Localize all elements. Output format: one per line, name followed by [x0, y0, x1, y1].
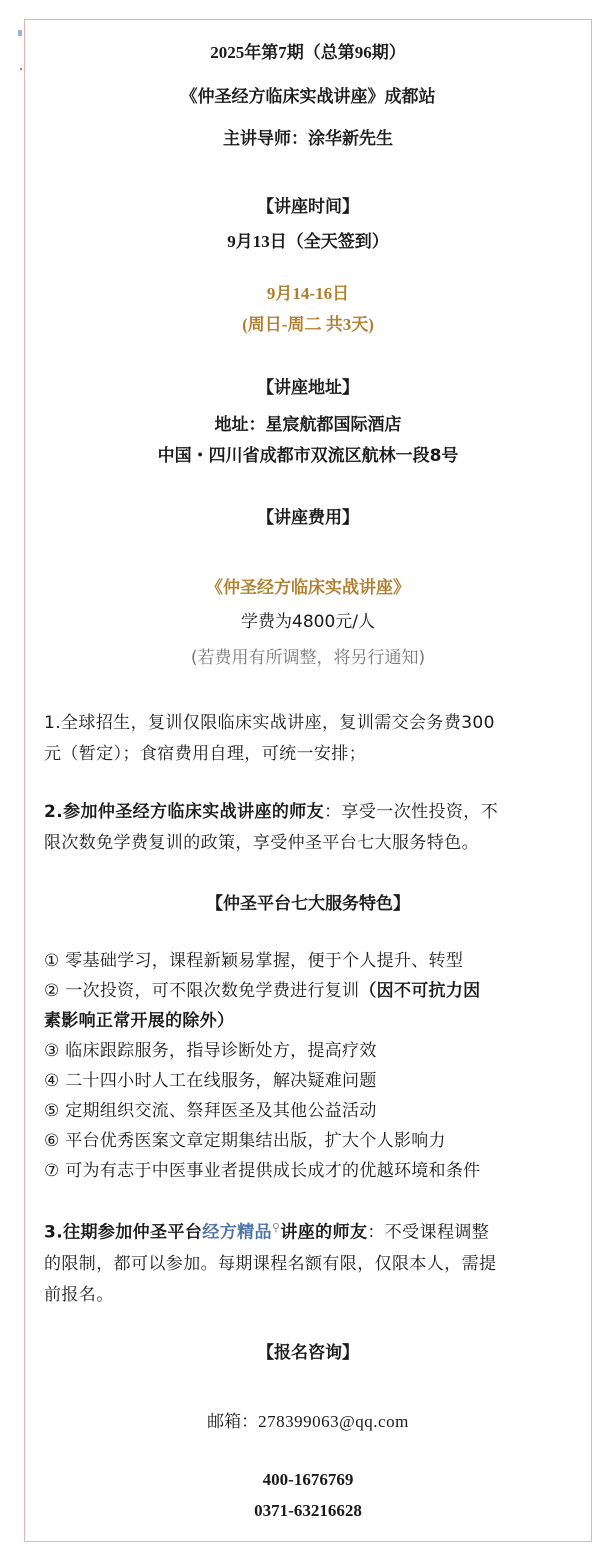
corner-dot: [20, 68, 22, 70]
rule-3-bold-suffix: 讲座的师友: [280, 1222, 368, 1243]
lecture-days: (周日-周二 共3天): [242, 315, 374, 334]
rule-3-text: ：不受课程调整: [367, 1222, 490, 1243]
service-item-bold: （因不可抗力因: [359, 981, 481, 1001]
corner-mark: [18, 30, 22, 36]
checkin-date: 9月13日（全天签到）: [227, 232, 389, 251]
rule-3-bold: 3.往期参加仲圣平台: [44, 1222, 203, 1243]
lecture-dates: 9月14-16日: [266, 284, 350, 303]
time-heading: 【讲座时间】: [257, 197, 359, 217]
email-line: [24, 1407, 592, 1432]
email-address[interactable]: 278399063@qq.com: [258, 1412, 409, 1431]
jingfang-link[interactable]: 经方精品: [202, 1222, 272, 1243]
phone-2[interactable]: 0371-63216628: [254, 1501, 362, 1520]
venue: 地址：星宸航都国际酒店: [214, 415, 402, 435]
fee-note: (若费用有所调整，将另行通知): [190, 648, 426, 668]
service-item: ③ 临床跟踪服务，指导诊断处方，提高疗效: [44, 1041, 377, 1061]
rule-3: [44, 1212, 574, 1311]
rule-3-line-3: 前报名。: [44, 1284, 114, 1305]
tuition: 学费为4800元/人: [241, 612, 375, 632]
rule-1-line-1: 1.全球招生，复训仅限临床实战讲座，复训需交会务费300: [44, 713, 495, 733]
rule-1: [44, 708, 574, 770]
service-item: ① 零基础学习，课程新颖易掌握，便于个人提升、转型: [44, 951, 464, 971]
search-icon[interactable]: ⚲: [271, 1221, 281, 1234]
fee-course: 《仲圣经方临床实战讲座》: [206, 578, 410, 598]
rule-2: [44, 797, 574, 859]
services-list: [44, 946, 574, 1186]
contact-heading: 【报名咨询】: [257, 1343, 359, 1363]
phone-1[interactable]: 400-1676769: [262, 1470, 354, 1489]
event-title: 《仲圣经方临床实战讲座》成都站: [180, 87, 436, 107]
issue-number: 2025年第7期（总第96期）: [210, 43, 406, 62]
rule-2-line-2: 限次数免学费复训的政策，享受仲圣平台七大服务特色。: [44, 833, 479, 853]
rule-2-text: ：享受一次性投资，不: [324, 802, 499, 822]
service-item: ⑦ 可为有志于中医事业者提供成长成才的优越环境和条件: [44, 1161, 481, 1181]
service-item: [44, 976, 574, 1036]
rule-3-line-2: 的限制，都可以参加。每期课程名额有限，仅限本人，需提: [44, 1253, 497, 1274]
service-item-bold-cont: 素影响正常开展的除外）: [44, 1011, 235, 1031]
rule-1-line-2: 元（暂定）；食宿费用自理，可统一安排；: [44, 744, 367, 764]
fee-heading: 【讲座费用】: [257, 508, 359, 528]
service-item-text: ② 一次投资，可不限次数免学费进行复训: [44, 981, 360, 1001]
street-address: 中国・四川省成都市双流区航林一段8号: [157, 446, 459, 466]
services-heading: 【仲圣平台七大服务特色】: [206, 894, 410, 914]
lecturer: 主讲导师：涂华新先生: [223, 129, 393, 149]
address-heading: 【讲座地址】: [257, 378, 359, 398]
service-item: ⑥ 平台优秀医案文章定期集结出版，扩大个人影响力: [44, 1131, 446, 1151]
service-item: ⑤ 定期组织交流、祭拜医圣及其他公益活动: [44, 1101, 377, 1121]
rule-2-bold: 2.参加仲圣经方临床实战讲座的师友: [44, 802, 325, 822]
service-item: ④ 二十四小时人工在线服务，解决疑难问题: [44, 1071, 377, 1091]
email-label: 邮箱：: [207, 1412, 259, 1432]
